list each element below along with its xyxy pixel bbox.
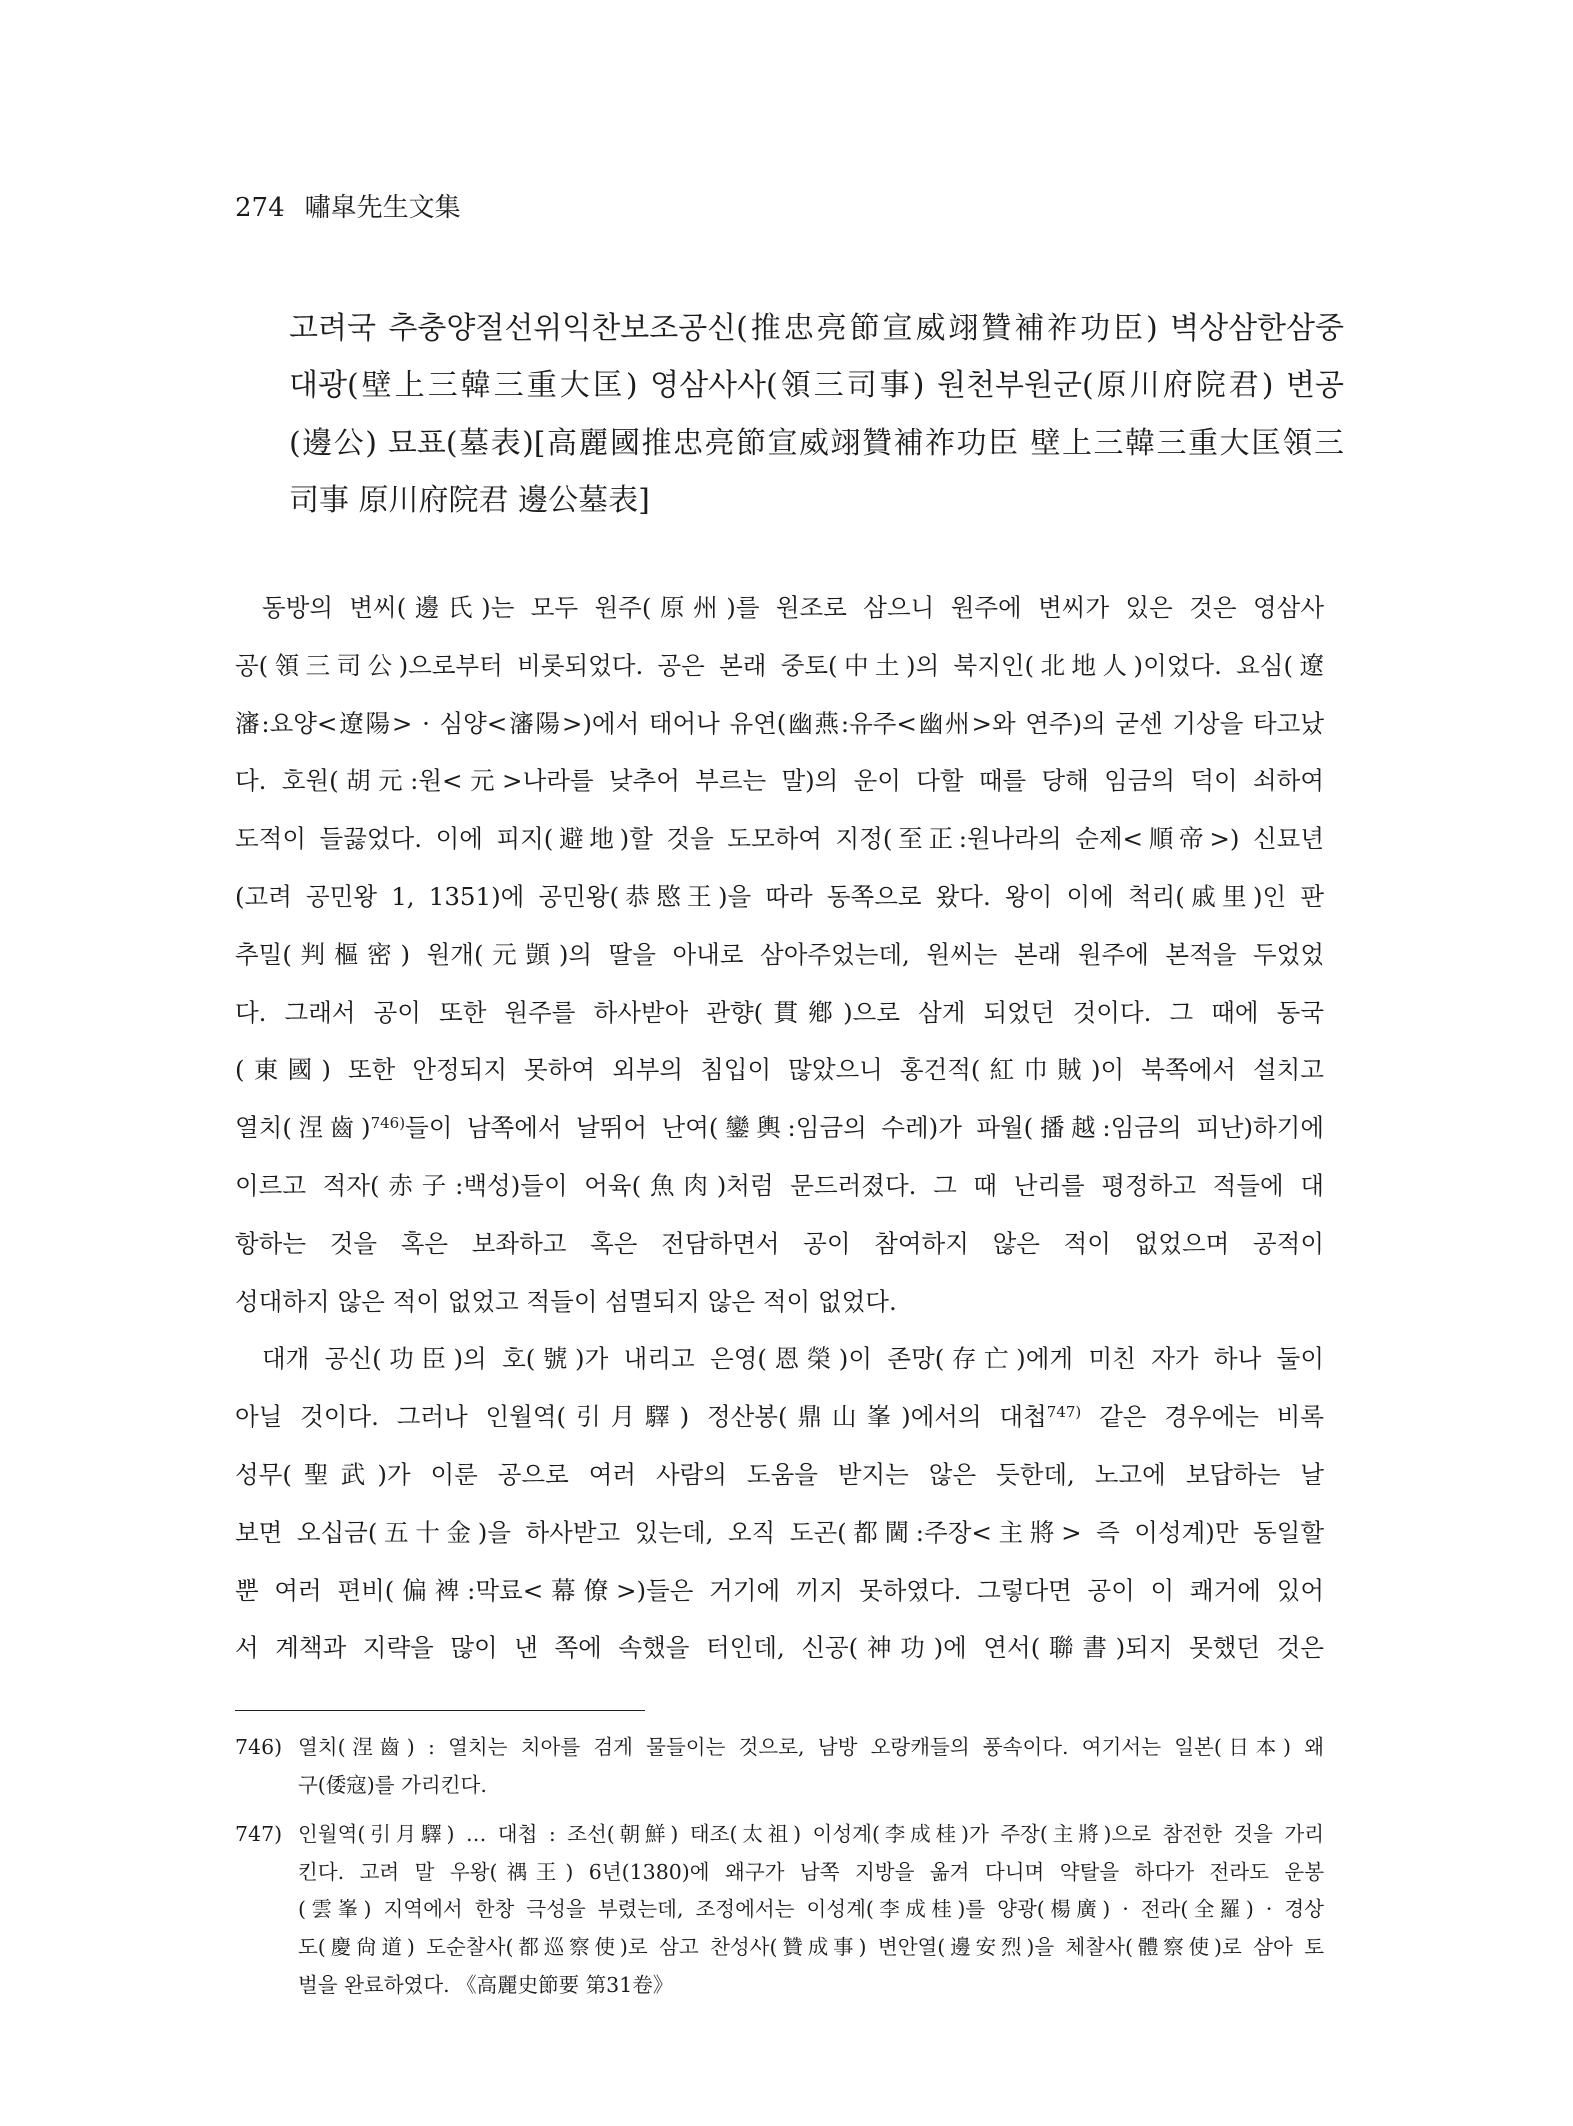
title-line: 고려국 추충양절선위익찬보조공신(推忠亮節宣威翊贊補祚功臣) 벽상삼한삼중 (289, 311, 1344, 346)
body-segment: 아닐 것이다. 그러나 인월역(引月驛) 정산봉(鼎山峯)에서의 대첩 (235, 1402, 1047, 1432)
body-line (235, 1388, 1324, 1446)
footnote-747 (235, 1816, 1324, 2004)
book-title: 嘯皐先生文集 (304, 193, 461, 223)
footnote-line: 킨다. 고려 말 우왕(禑王) 6년(1380)에 왜구가 남쪽 지방을 옮겨 다니며 약탈을 하다가 전라도 운봉 (298, 1859, 1324, 1884)
body-line: 다. 호원(胡元:원<元>나라를 낮추어 부르는 말)의 운이 다할 때를 당해 임금의 덕이 쇠하여 (235, 766, 1324, 796)
body-segment: 들이 남쪽에서 날뛰어 난여(鑾輿:임금의 수레)가 파월(播越:임금의 피난)하기에 (405, 1113, 1324, 1143)
body-line: (고려 공민왕 1, 1351)에 공민왕(恭愍王)을 따라 동쪽으로 왔다. 왕이 이에 척리(戚里)인 판 (235, 881, 1324, 911)
body-line: 이르고 적자(赤子:백성)들이 어육(魚肉)처럼 문드러졌다. 그 때 난리를 평정하고 적들에 대 (235, 1170, 1324, 1200)
body-line: 항하는 것을 혹은 보좌하고 혹은 전담하면서 공이 참여하지 않은 적이 없었으며 공적이 (235, 1228, 1324, 1258)
body-line: 서 계책과 지략을 많이 낸 쪽에 속했을 터인데, 신공(神功)에 연서(聯書)되지 못했던 것은 (235, 1633, 1324, 1663)
footnote-line: 도(慶尙道) 도순찰사(都巡察使)로 삼고 찬성사(贊成事) 변안열(邊安烈)을 체찰사(體察使)로 삼아 토 (298, 1934, 1324, 1959)
title-line: 대광(壁上三韓三重大匡) 영삼사사(領三司事) 원천부원군(原川府院君) 변공 (289, 368, 1344, 404)
body-line: 성무(聖武)가 이룬 공으로 여러 사람의 도움을 받지는 않은 듯한데, 노고에 보답하는 날 (235, 1459, 1324, 1489)
page-number: 274 (235, 193, 285, 223)
body-line: 뿐 여러 편비(偏裨:막료<幕僚>)들은 거기에 끼지 못하였다. 그렇다면 공이 이 쾌거에 있어 (235, 1575, 1324, 1605)
body-line: 다. 그래서 공이 또한 원주를 하사받아 관향(貫鄕)으로 삼게 되었던 것이다. 그 때에 동국 (235, 997, 1324, 1027)
footnote-line: 벌을 완료하였다. 《高麗史節要 第31卷》 (298, 1972, 674, 1997)
footnote-ref-747: 747) (1046, 1403, 1082, 1422)
footnote-ref-746: 746) (370, 1114, 406, 1133)
title-line: 司事 原川府院君 邊公墓表] (289, 482, 650, 518)
footnote-line: 인월역(引月驛) … 대첩 : 조선(朝鮮) 태조(太祖) 이성계(李成桂)가 주장(主將)으로 참전한 것을 가리 (298, 1822, 1324, 1847)
body-line: 도적이 들끓었다. 이에 피지(避地)할 것을 도모하여 지정(至正:원나라의 순제<順帝>) 신묘년 (235, 824, 1324, 854)
footnote-line: (雲峯) 지역에서 한창 극성을 부렸는데, 조정에서는 이성계(李成桂)를 양광(楊廣) · 전라(全羅) · 경상 (298, 1897, 1324, 1922)
body-segment: 열치(涅齒) (235, 1113, 371, 1143)
title-line: (邊公) 묘표(墓表)[高麗國推忠亮節宣威翊贊補祚功臣 壁上三韓三重大匡領三 (289, 425, 1344, 461)
body-line: 瀋:요양<遼陽> · 심양<瀋陽>)에서 태어나 유연(幽燕:유주<幽州>와 연주)의 굳센 기상을 타고났 (235, 708, 1324, 738)
footnote-line: 열치(涅齒) : 열치는 치아를 검게 물들이는 것으로, 남방 오랑캐들의 풍속이다. 여기서는 일본(日本) 왜 (298, 1735, 1324, 1759)
footnotes (235, 1729, 1324, 2016)
body-line (235, 1099, 1324, 1157)
body-line: 성대하지 않은 적이 없었고 적들이 섬멸되지 않은 적이 없었다. (235, 1286, 897, 1316)
body-line: 보면 오십금(五十金)을 하사받고 있는데, 오직 도곤(都閫:주장<主將> 즉 이성계)만 동일할 (235, 1517, 1324, 1547)
running-head (235, 190, 461, 226)
footnote-number: 746) (235, 1735, 283, 1759)
body-line: 동방의 변씨(邊氏)는 모두 원주(原州)를 원조로 삼으니 원주에 변씨가 있은 것은 영삼사 (262, 593, 1324, 622)
section-title (289, 300, 1344, 529)
footnote-line: 구(倭寇)를 가리킨다. (298, 1772, 487, 1797)
body-line: 추밀(判樞密) 원개(元顗)의 딸을 아내로 삼아주었는데, 원씨는 본래 원주에 본적을 두었었 (235, 939, 1324, 969)
footnote-number: 747) (235, 1822, 283, 1847)
footnote-divider (235, 1710, 645, 1711)
body-text (235, 579, 1324, 1677)
body-line: 대개 공신(功臣)의 호(號)가 내리고 은영(恩榮)이 존망(存亡)에게 미친 자가 하나 둘이 (262, 1344, 1324, 1374)
body-line: 공(領三司公)으로부터 비롯되었다. 공은 본래 중토(中土)의 북지인(北地人)이었다. 요심(遼 (235, 650, 1324, 680)
body-line: (東國) 또한 안정되지 못하여 외부의 침입이 많았으니 홍건적(紅巾賊)이 북쪽에서 설치고 (235, 1055, 1324, 1085)
body-segment: 같은 경우에는 비록 (1081, 1402, 1324, 1432)
footnote-746 (235, 1729, 1324, 1804)
